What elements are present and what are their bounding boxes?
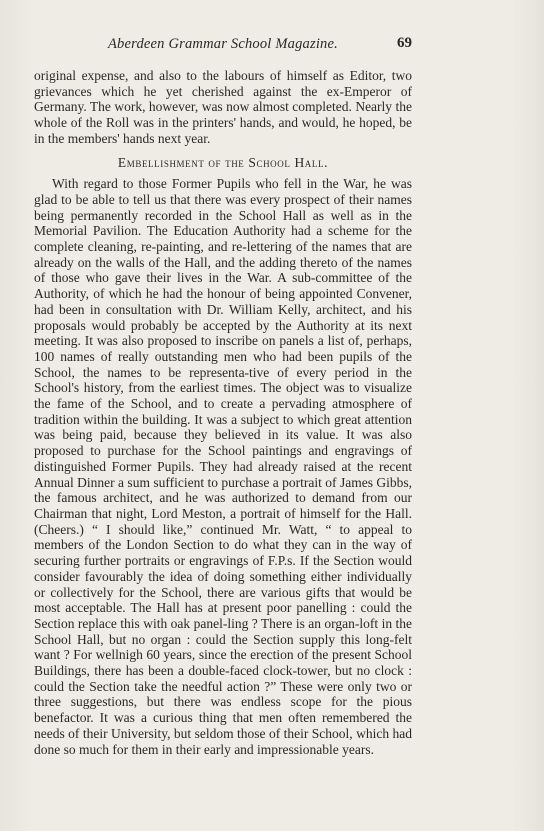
paragraph-roll-of-honour: original expense, and also to the labours of himself as Editor, two grievances which he yet cherished against the ex-Emperor of Germany. The work, however, was now almost completed. Nearly the whole of the Roll was in the printers' hands, and would, he hoped, be in the members' hands next year. bbox=[34, 68, 412, 146]
running-title: Aberdeen Grammar School Magazine. bbox=[108, 36, 338, 52]
section-heading: Embellishment of the School Hall. bbox=[117, 154, 329, 170]
article-body bbox=[34, 68, 412, 757]
running-header bbox=[34, 36, 412, 56]
paragraph-school-hall: With regard to those Former Pupils who fell in the War, he was glad to be able to tell us that there was every prospect of their names being permanently recorded in the School Hall as well as in the Memorial Pavilion. The Education Authority had a scheme for the complete cleaning, re-painting, and re-lettering of the names that are already on the walls of the Hall, and the adding thereto of the names of those who gave their lives in the War. A sub-committee of the Authority, of which he had the honour of being appointed Convener, had been in consultation with Dr. William Kelly, architect, and his proposals would probably be accepted by the Authority at its next meeting. It was also proposed to inscribe on panels a list of, perhaps, 100 names of really outstanding men who had been pupils of the School, the names to be representa-tive of every period in the School's history, from the earliest times. The object was to visualize the fame of the School, and to create a pervading atmosphere of tradition within the building. It was a subject to which great attention was being paid, because they believed in its value. It was also proposed to purchase for the School paintings and engravings of distinguished Former Pupils. They had already raised at the recent Annual Dinner a sum sufficient to purchase a portrait of James Gibbs, the famous architect, and he was authorized to demand from our Chairman that night, Lord Meston, a portrait of himself for the Hall. (Cheers.) “ I should like,” continued Mr. Watt, “ to appeal to members of the London Section to do what they can in the way of securing further portraits or engravings of F.P.s. If the Section would consider favourably the idea of doing something either individually or collectively for the School, there are various gifts that would be most acceptable. The Hall has at present poor panelling : could the Section replace this with oak panel-ling ? There is an organ-loft in the School Hall, but no organ : could the Section supply this long-felt want ? For wellnigh 60 years, since the erection of the present School Buildings, there has been a double-faced clock-tower, but no clock : could the Section take the needful action ?” These were only two or three suggestions, but there was endless scope for the pious benefactor. It was a curious thing that men often remembered the needs of their University, but seldom those of their School, which had done so much for them in their early and impressionable years. bbox=[34, 176, 412, 757]
page-number: 69 bbox=[397, 35, 412, 51]
